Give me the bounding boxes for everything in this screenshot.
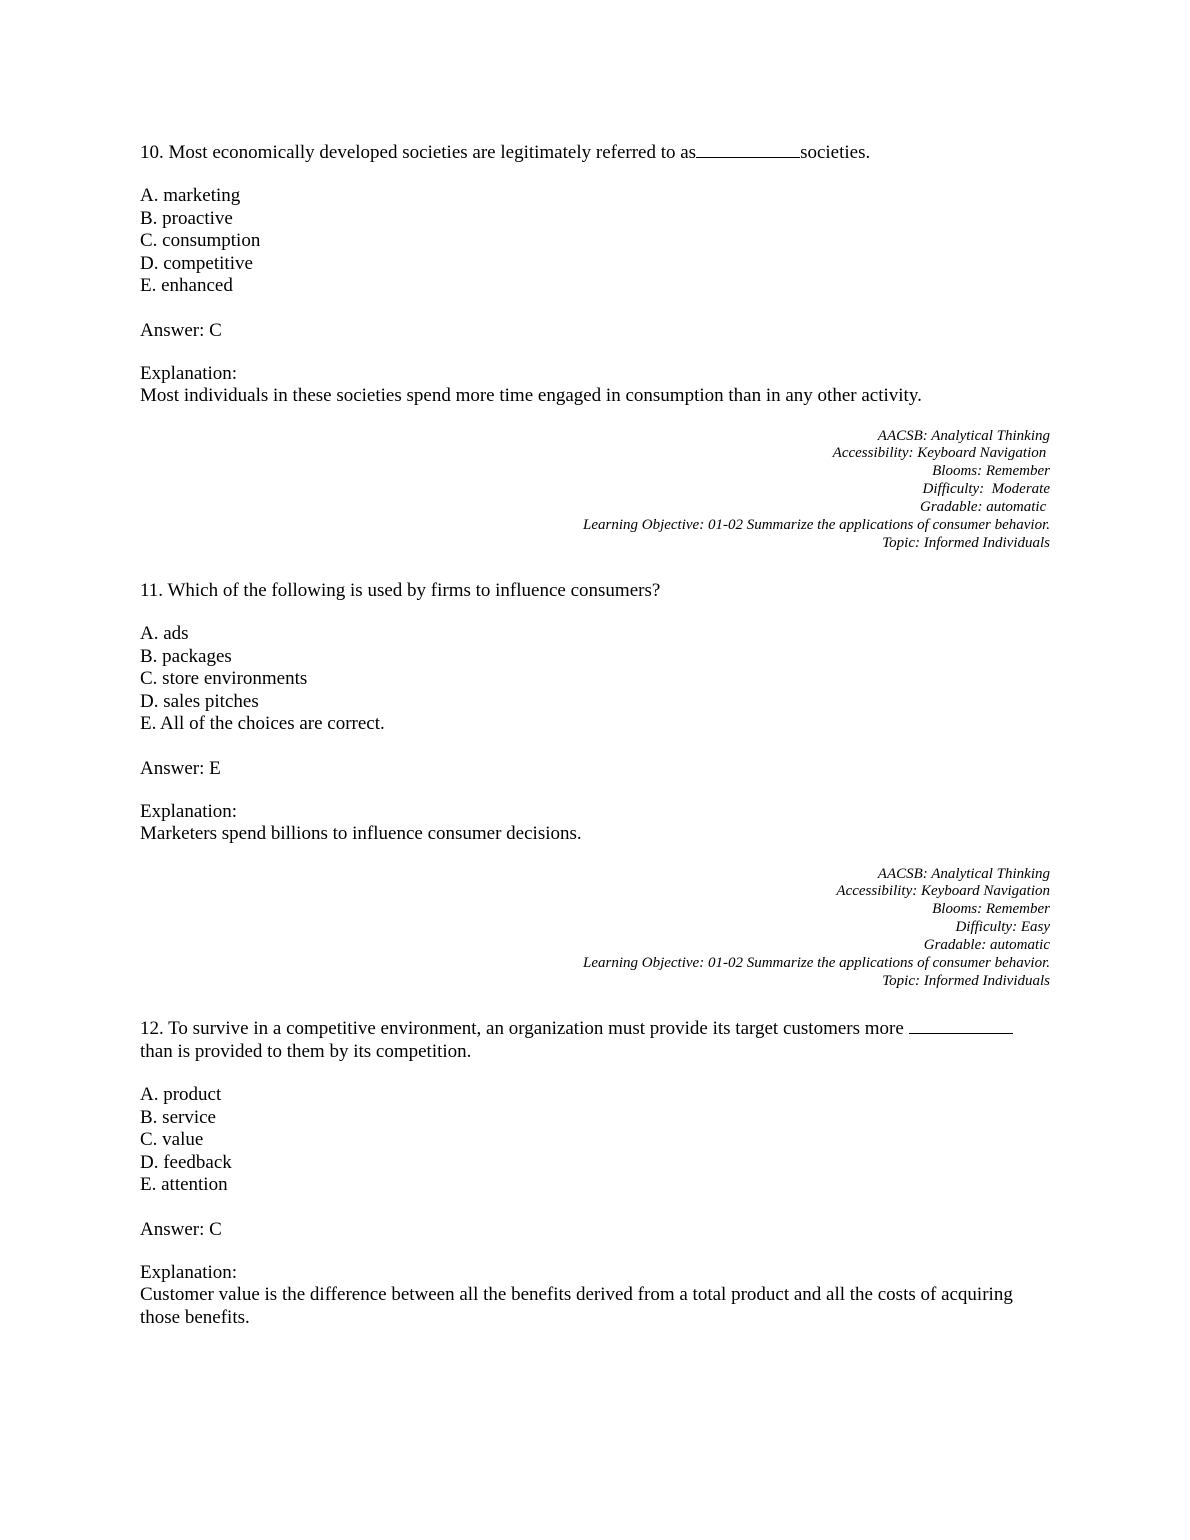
question-prompt-end: societies. [800, 142, 871, 163]
choice-d: D. sales pitches [140, 690, 259, 712]
metadata-block [140, 428, 1050, 553]
explanation-text: Most individuals in these societies spend more time engaged in consumption than in any other activity. [140, 385, 922, 406]
meta-topic: Topic: Informed Individuals [882, 972, 1050, 989]
metadata-block [140, 866, 1050, 991]
answer-blank [909, 1017, 1013, 1034]
meta-blooms: Blooms: Remember [932, 901, 1050, 918]
choice-b: B. packages [140, 645, 232, 667]
explanation-block [140, 363, 1050, 408]
meta-gradable: Gradable: automatic [923, 937, 1050, 954]
question-12 [140, 1017, 1050, 1329]
question-prompt-start: 12. To survive in a competitive environment, an organization must provide its target customers more [140, 1018, 904, 1039]
question-11 [140, 579, 1050, 991]
answer-blank [696, 141, 800, 158]
choice-b: B. service [140, 1106, 216, 1128]
choice-e: E. enhanced [140, 275, 233, 296]
meta-aacsb: AACSB: Analytical Thinking [877, 427, 1050, 444]
question-prompt-end: than is provided to them by its competition. [140, 1041, 472, 1062]
document-page [140, 0, 1050, 1540]
meta-learning-objective: Learning Objective: 01-02 Summarize the applications of consumer behavior. [582, 517, 1050, 534]
answer-line: Answer: E [140, 757, 221, 779]
choice-b: B. proactive [140, 207, 233, 229]
question-prompt [140, 141, 1050, 164]
answer-line: Answer: C [140, 1218, 222, 1240]
explanation-block [140, 1262, 1050, 1330]
explanation-label: Explanation: [140, 1261, 238, 1283]
explanation-block [140, 801, 1050, 846]
question-prompt-start: 10. Most economically developed societies are legitimately referred to as [140, 142, 697, 163]
meta-gradable: Gradable: automatic [920, 499, 1050, 516]
meta-topic: Topic: Informed Individuals [882, 534, 1050, 551]
question-10 [140, 141, 1050, 553]
choice-d: D. feedback [140, 1151, 232, 1173]
choice-a: A. ads [140, 623, 189, 644]
answer-line: Answer: C [140, 319, 222, 341]
explanation-label: Explanation: [140, 362, 238, 384]
choice-c: C. value [140, 1129, 204, 1150]
choice-c: C. store environments [140, 668, 308, 689]
choice-list [140, 623, 1050, 736]
choice-list [140, 1084, 1050, 1197]
explanation-text: Marketers spend billions to influence consumer decisions. [140, 823, 582, 844]
choice-a: A. product [140, 1084, 222, 1105]
meta-learning-objective: Learning Objective: 01-02 Summarize the applications of consumer behavior. [582, 955, 1050, 972]
question-prompt [140, 1017, 1050, 1063]
meta-accessibility: Accessibility: Keyboard Navigation [836, 883, 1050, 900]
question-prompt: 11. Which of the following is used by firms to influence consumers? [140, 580, 661, 601]
meta-accessibility: Accessibility: Keyboard Navigation [832, 445, 1050, 462]
choice-a: A. marketing [140, 185, 241, 206]
choice-e: E. attention [140, 1174, 228, 1195]
explanation-text: Customer value is the difference between all the benefits derived from a total product and all the costs of acquiring those benefits. [140, 1284, 1013, 1328]
choice-d: D. competitive [140, 252, 253, 274]
meta-difficulty: Difficulty: Moderate [922, 481, 1050, 498]
explanation-label: Explanation: [140, 800, 238, 822]
choice-list [140, 185, 1050, 298]
choice-c: C. consumption [140, 230, 261, 251]
choice-e: E. All of the choices are correct. [140, 713, 385, 734]
meta-difficulty: Difficulty: Easy [955, 919, 1050, 936]
meta-blooms: Blooms: Remember [932, 463, 1050, 480]
meta-aacsb: AACSB: Analytical Thinking [877, 865, 1050, 882]
